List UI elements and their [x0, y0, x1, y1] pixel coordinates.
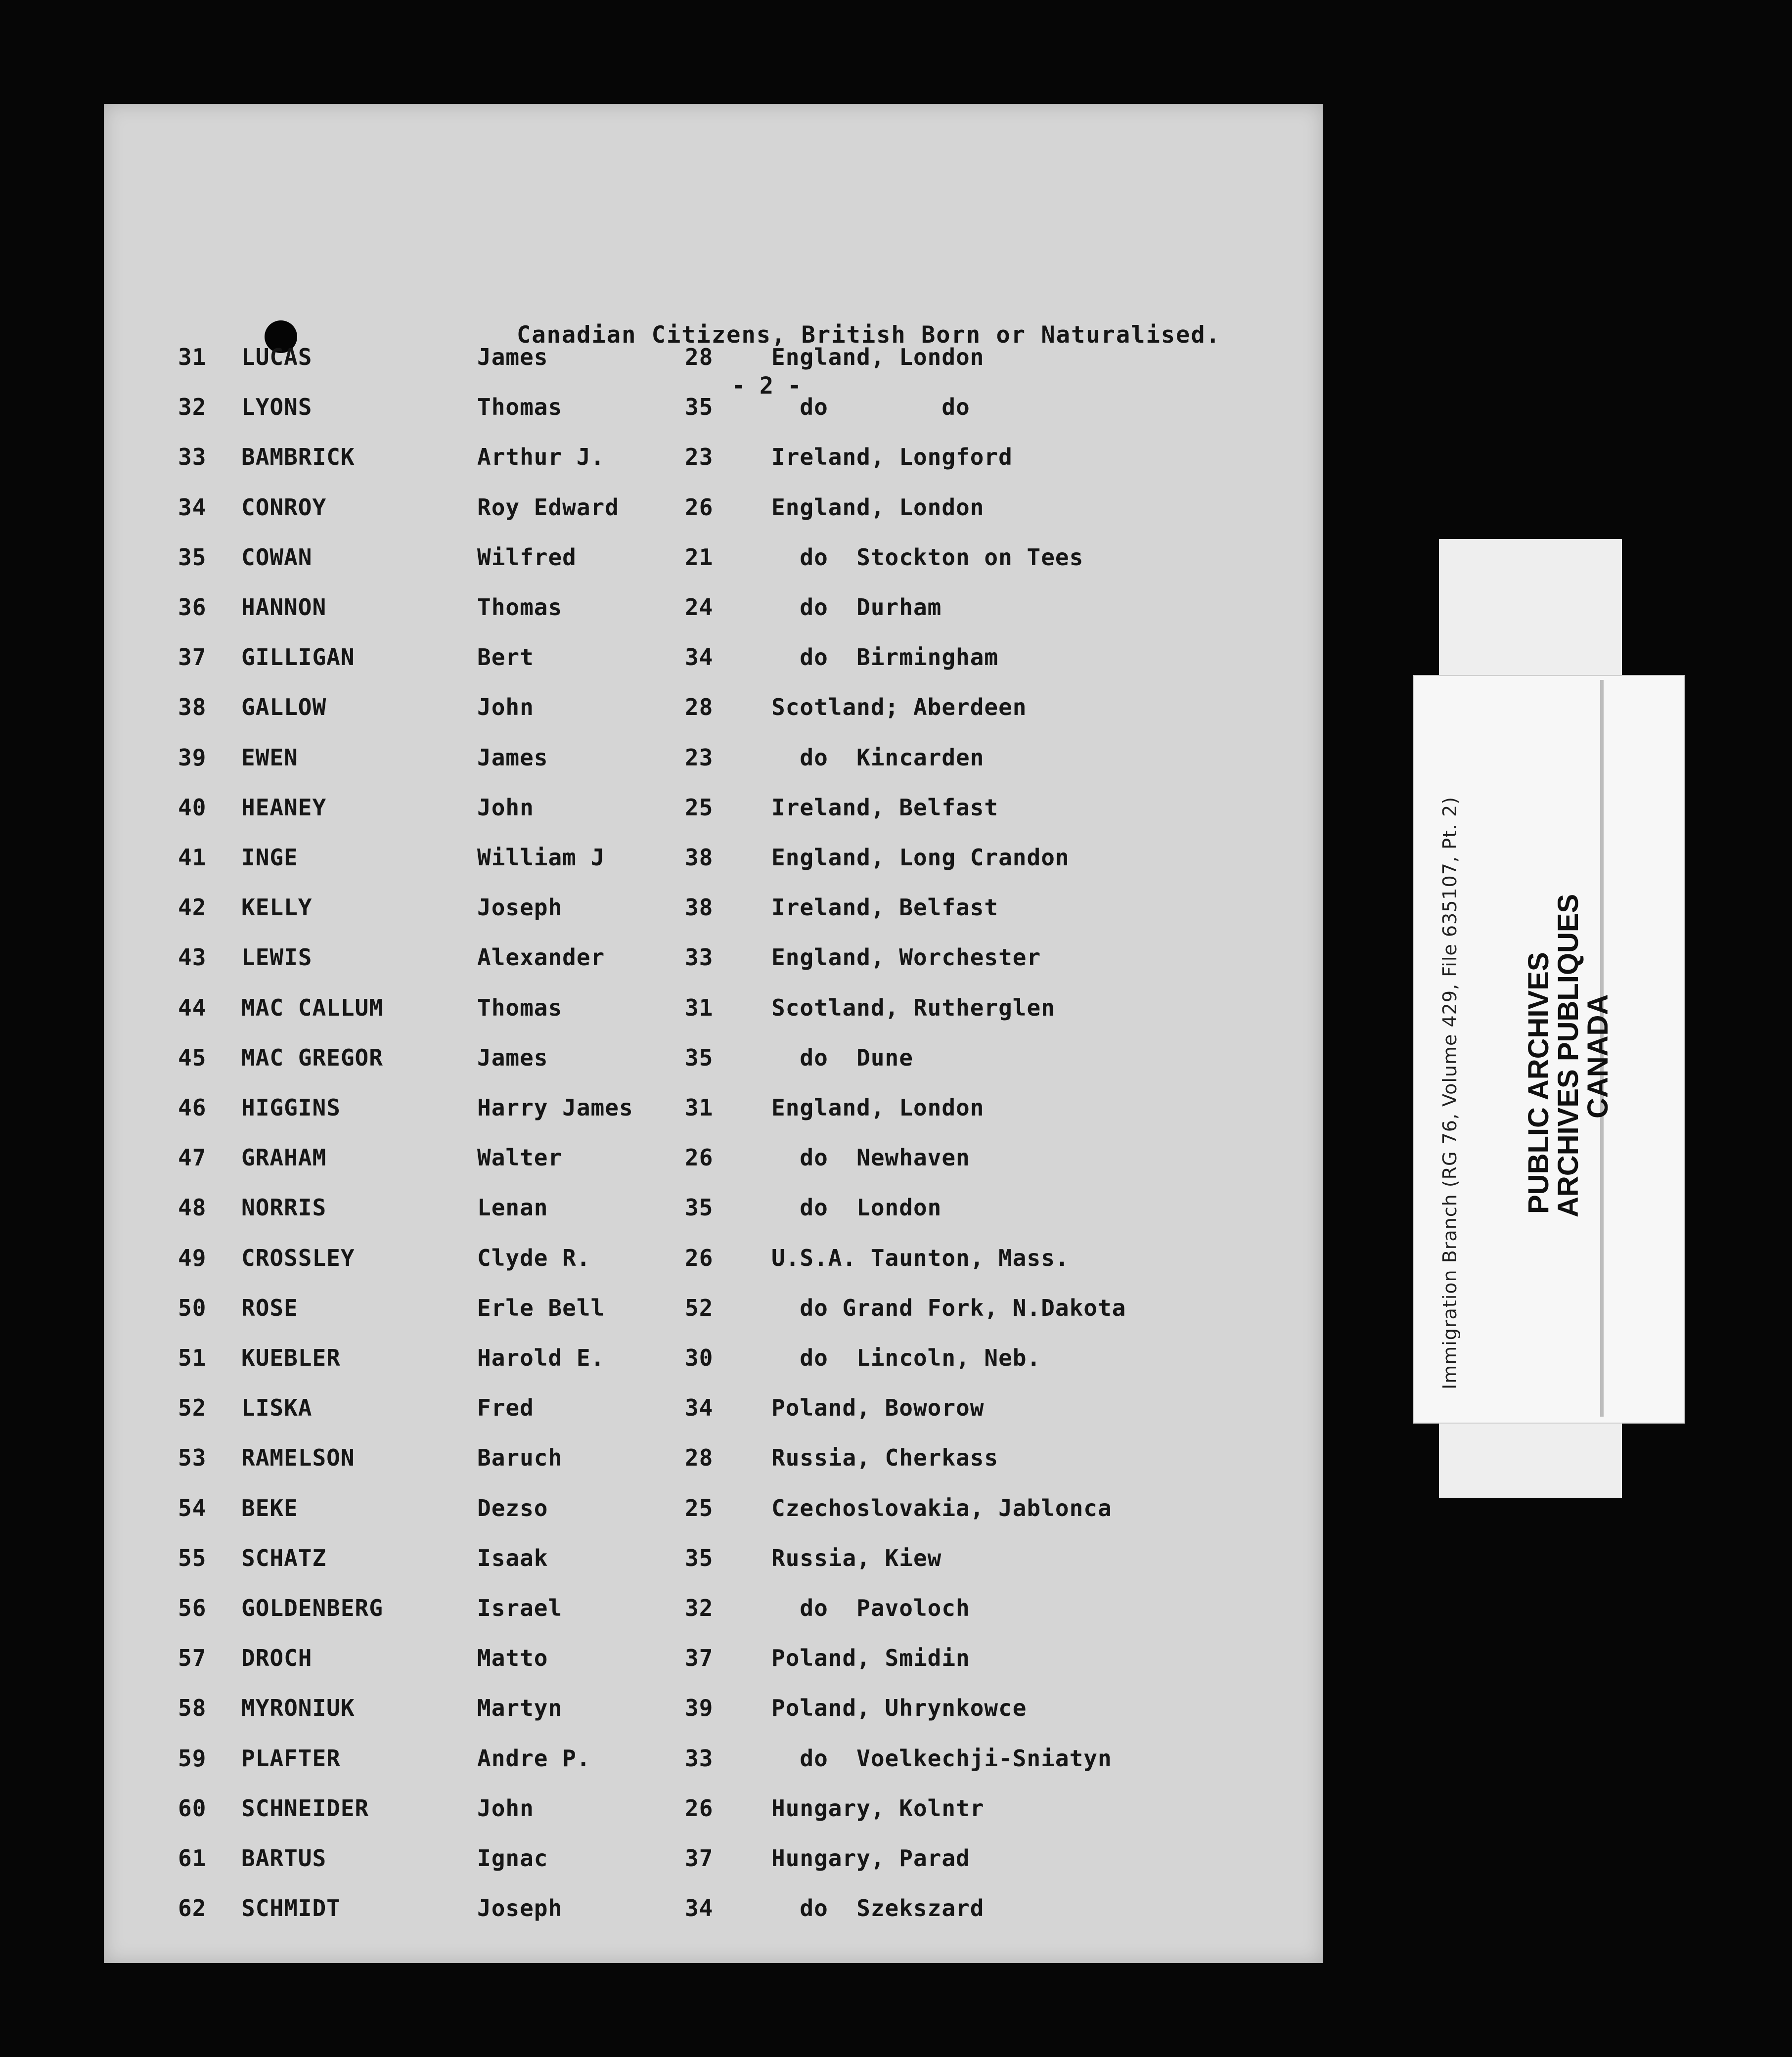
- entry-surname: ROSE: [241, 1294, 298, 1321]
- entry-given: Isaak: [477, 1544, 548, 1571]
- archive-stamp-line-3: CANADA: [1582, 994, 1614, 1118]
- entry-num: 35: [178, 543, 207, 571]
- entry-row: [104, 644, 1323, 683]
- entry-num: 62: [178, 1895, 207, 1922]
- entry-given: Arthur J.: [477, 444, 605, 471]
- entry-origin: Ireland, Belfast: [771, 794, 999, 821]
- entry-origin: do Voelkechji-Sniatyn: [771, 1744, 1112, 1772]
- entry-age: 23: [685, 444, 714, 471]
- entry-origin: do Newhaven: [771, 1144, 970, 1171]
- entry-surname: MAC GREGOR: [241, 1044, 383, 1071]
- entry-num: 54: [178, 1494, 207, 1521]
- entry-age: 31: [685, 1094, 714, 1121]
- entry-age: 28: [685, 1444, 714, 1472]
- entry-origin: Ireland, Longford: [771, 444, 1013, 471]
- entry-given: John: [477, 694, 534, 721]
- entry-num: 43: [178, 944, 207, 971]
- entry-surname: BARTUS: [241, 1845, 327, 1872]
- entry-surname: KELLY: [241, 894, 313, 921]
- entry-surname: GRAHAM: [241, 1144, 327, 1171]
- entry-given: James: [477, 1044, 548, 1071]
- entry-surname: SCHATZ: [241, 1544, 327, 1571]
- entry-origin: do London: [771, 1194, 942, 1221]
- entry-row: [104, 1194, 1323, 1234]
- entry-num: 37: [178, 644, 207, 671]
- entry-origin: U.S.A. Taunton, Mass.: [771, 1244, 1070, 1271]
- entry-age: 35: [685, 1544, 714, 1571]
- entry-given: Martyn: [477, 1695, 563, 1722]
- entry-origin: Ireland, Belfast: [771, 894, 999, 921]
- entry-row: [104, 1745, 1323, 1785]
- entry-age: 28: [685, 694, 714, 721]
- entry-given: Israel: [477, 1595, 563, 1621]
- entry-surname: LYONS: [241, 394, 313, 421]
- entry-given: Ignac: [477, 1845, 548, 1872]
- entry-surname: CROSSLEY: [241, 1244, 355, 1271]
- entry-given: Harry James: [477, 1094, 633, 1121]
- entry-given: John: [477, 794, 534, 821]
- entry-num: 31: [178, 344, 207, 370]
- entry-surname: GOLDENBERG: [241, 1595, 383, 1621]
- entry-row: [104, 1444, 1323, 1484]
- entry-origin: England, Worchester: [771, 944, 1041, 971]
- entry-row: [104, 1245, 1323, 1284]
- entry-num: 36: [178, 594, 207, 621]
- entry-surname: HANNON: [241, 594, 327, 621]
- entry-row: [104, 994, 1323, 1034]
- entry-origin: Czechoslovakia, Jablonca: [771, 1494, 1112, 1521]
- entry-num: 39: [178, 744, 207, 771]
- entry-age: 39: [685, 1695, 714, 1722]
- entry-origin: Hungary, Parad: [771, 1845, 970, 1872]
- entry-age: 38: [685, 844, 714, 871]
- entry-age: 34: [685, 644, 714, 671]
- entry-origin: do Stockton on Tees: [771, 543, 1084, 571]
- archive-stamp-line-1: PUBLIC ARCHIVES: [1523, 952, 1555, 1214]
- entry-num: 34: [178, 493, 207, 521]
- entry-age: 33: [685, 1744, 714, 1772]
- entry-age: 31: [685, 994, 714, 1021]
- entry-age: 21: [685, 543, 714, 571]
- entry-given: Thomas: [477, 994, 563, 1021]
- entry-row: [104, 1394, 1323, 1434]
- entry-num: 57: [178, 1645, 207, 1672]
- entry-origin: do Szekszard: [771, 1895, 985, 1922]
- entry-row: [104, 1495, 1323, 1534]
- entry-given: Andre P.: [477, 1744, 591, 1772]
- entry-row: [104, 1545, 1323, 1584]
- entry-origin: Russia, Cherkass: [771, 1444, 999, 1472]
- entry-num: 59: [178, 1744, 207, 1772]
- entry-num: 53: [178, 1444, 207, 1472]
- entry-age: 26: [685, 1794, 714, 1822]
- entry-num: 60: [178, 1794, 207, 1822]
- entry-row: [104, 1144, 1323, 1184]
- entry-origin: do Pavoloch: [771, 1595, 970, 1621]
- entry-surname: CONROY: [241, 493, 327, 521]
- entry-origin: do Durham: [771, 594, 942, 621]
- entry-origin: do do: [771, 394, 970, 421]
- entry-age: 35: [685, 1044, 714, 1071]
- entry-row: [104, 1695, 1323, 1734]
- entry-row: [104, 1645, 1323, 1684]
- entry-surname: HIGGINS: [241, 1094, 341, 1121]
- entry-age: 25: [685, 794, 714, 821]
- entry-given: Roy Edward: [477, 493, 619, 521]
- entry-surname: NORRIS: [241, 1194, 327, 1221]
- entry-row: [104, 1344, 1323, 1384]
- entry-given: Thomas: [477, 594, 563, 621]
- entry-origin: Poland, Smidin: [771, 1645, 970, 1672]
- entry-age: 28: [685, 344, 714, 370]
- entry-num: 40: [178, 794, 207, 821]
- entry-num: 49: [178, 1244, 207, 1271]
- entry-origin: Scotland, Rutherglen: [771, 994, 1055, 1021]
- entry-row: [104, 744, 1323, 784]
- entry-surname: COWAN: [241, 543, 313, 571]
- entry-origin: Poland, Boworow: [771, 1394, 985, 1422]
- entry-age: 23: [685, 744, 714, 771]
- entry-age: 52: [685, 1294, 714, 1321]
- entry-given: James: [477, 344, 548, 370]
- entry-row: [104, 1094, 1323, 1134]
- entry-age: 34: [685, 1895, 714, 1922]
- entry-age: 33: [685, 944, 714, 971]
- entry-given: Joseph: [477, 894, 563, 921]
- entry-row: [104, 344, 1323, 383]
- archive-stamp-line-2: ARCHIVES PUBLIQUES: [1552, 894, 1584, 1217]
- entry-row: [104, 794, 1323, 834]
- entry-given: Walter: [477, 1144, 563, 1171]
- entry-surname: MYRONIUK: [241, 1695, 355, 1722]
- entry-age: 32: [685, 1595, 714, 1621]
- entry-row: [104, 944, 1323, 984]
- entry-row: [104, 1595, 1323, 1634]
- entry-num: 45: [178, 1044, 207, 1071]
- entry-age: 24: [685, 594, 714, 621]
- entry-origin: do Kincarden: [771, 744, 985, 771]
- entry-row: [104, 844, 1323, 884]
- entry-age: 30: [685, 1344, 714, 1371]
- entry-given: Wilfred: [477, 543, 577, 571]
- entry-age: 35: [685, 394, 714, 421]
- entry-row: [104, 594, 1323, 633]
- entry-given: Joseph: [477, 1895, 563, 1922]
- entry-num: 33: [178, 444, 207, 471]
- entry-given: Alexander: [477, 944, 605, 971]
- entry-num: 55: [178, 1544, 207, 1571]
- document-sheet: [104, 104, 1323, 1963]
- entry-surname: KUEBLER: [241, 1344, 341, 1371]
- entry-origin: do Dune: [771, 1044, 913, 1071]
- entry-row: [104, 544, 1323, 583]
- entry-num: 61: [178, 1845, 207, 1872]
- entry-age: 26: [685, 493, 714, 521]
- entry-num: 46: [178, 1094, 207, 1121]
- entry-origin: Hungary, Kolntr: [771, 1794, 985, 1822]
- entry-num: 41: [178, 844, 207, 871]
- entry-given: John: [477, 1794, 534, 1822]
- entry-num: 42: [178, 894, 207, 921]
- entry-origin: England, London: [771, 1094, 985, 1121]
- entry-row: [104, 394, 1323, 433]
- entry-surname: HEANEY: [241, 794, 327, 821]
- entry-surname: INGE: [241, 844, 298, 871]
- entry-origin: Russia, Kiew: [771, 1544, 942, 1571]
- entry-given: Bert: [477, 644, 534, 671]
- entry-origin: Poland, Uhrynkowce: [771, 1695, 1027, 1722]
- entry-given: William J: [477, 844, 605, 871]
- entry-row: [104, 1044, 1323, 1084]
- entry-num: 47: [178, 1144, 207, 1171]
- entry-num: 56: [178, 1595, 207, 1621]
- entry-surname: BEKE: [241, 1494, 298, 1521]
- entry-surname: GALLOW: [241, 694, 327, 721]
- entry-age: 25: [685, 1494, 714, 1521]
- entry-origin: England, London: [771, 344, 985, 370]
- entry-num: 38: [178, 694, 207, 721]
- entry-origin: do Lincoln, Neb.: [771, 1344, 1041, 1371]
- entry-age: 37: [685, 1845, 714, 1872]
- entry-surname: LISKA: [241, 1394, 313, 1422]
- entry-num: 50: [178, 1294, 207, 1321]
- archive-reference: Immigration Branch (RG 76, Volume 429, File 635107, Pt. 2): [1439, 796, 1461, 1389]
- entry-num: 52: [178, 1394, 207, 1422]
- entry-age: 26: [685, 1144, 714, 1171]
- entry-row: [104, 1845, 1323, 1884]
- entry-surname: LEWIS: [241, 944, 313, 971]
- entry-surname: DROCH: [241, 1645, 313, 1672]
- entry-age: 37: [685, 1645, 714, 1672]
- entry-row: [104, 444, 1323, 483]
- entry-num: 44: [178, 994, 207, 1021]
- entry-surname: PLAFTER: [241, 1744, 341, 1772]
- entry-given: Erle Bell: [477, 1294, 605, 1321]
- page-number: - 2 -: [731, 372, 802, 400]
- entry-given: Matto: [477, 1645, 548, 1672]
- entry-given: Harold E.: [477, 1344, 605, 1371]
- entry-age: 34: [685, 1394, 714, 1422]
- entry-surname: MAC CALLUM: [241, 994, 383, 1021]
- entry-age: 35: [685, 1194, 714, 1221]
- entry-origin: do Birmingham: [771, 644, 999, 671]
- entry-row: [104, 894, 1323, 934]
- entry-given: Thomas: [477, 394, 563, 421]
- entry-row: [104, 494, 1323, 534]
- entry-given: Clyde R.: [477, 1244, 591, 1271]
- entry-row: [104, 1295, 1323, 1334]
- entry-given: Fred: [477, 1394, 534, 1422]
- entry-row: [104, 1795, 1323, 1834]
- entry-origin: do Grand Fork, N.Dakota: [771, 1294, 1126, 1321]
- entry-num: 32: [178, 394, 207, 421]
- entry-given: Dezso: [477, 1494, 548, 1521]
- entry-origin: Scotland; Aberdeen: [771, 694, 1027, 721]
- entry-surname: SCHNEIDER: [241, 1794, 369, 1822]
- entry-age: 26: [685, 1244, 714, 1271]
- entry-num: 51: [178, 1344, 207, 1371]
- entry-num: 58: [178, 1695, 207, 1722]
- entry-surname: BAMBRICK: [241, 444, 355, 471]
- entry-surname: RAMELSON: [241, 1444, 355, 1472]
- entry-num: 48: [178, 1194, 207, 1221]
- entry-surname: GILLIGAN: [241, 644, 355, 671]
- entry-surname: LUCAS: [241, 344, 313, 370]
- entry-surname: SCHMIDT: [241, 1895, 341, 1922]
- entry-age: 38: [685, 894, 714, 921]
- entry-given: Lenan: [477, 1194, 548, 1221]
- entry-surname: EWEN: [241, 744, 298, 771]
- entry-origin: England, London: [771, 493, 985, 521]
- page-title: Canadian Citizens, British Born or Naturalised.: [517, 321, 1221, 349]
- entry-origin: England, Long Crandon: [771, 844, 1070, 871]
- entry-given: James: [477, 744, 548, 771]
- entry-row: [104, 1895, 1323, 1934]
- entry-row: [104, 694, 1323, 733]
- entry-given: Baruch: [477, 1444, 563, 1472]
